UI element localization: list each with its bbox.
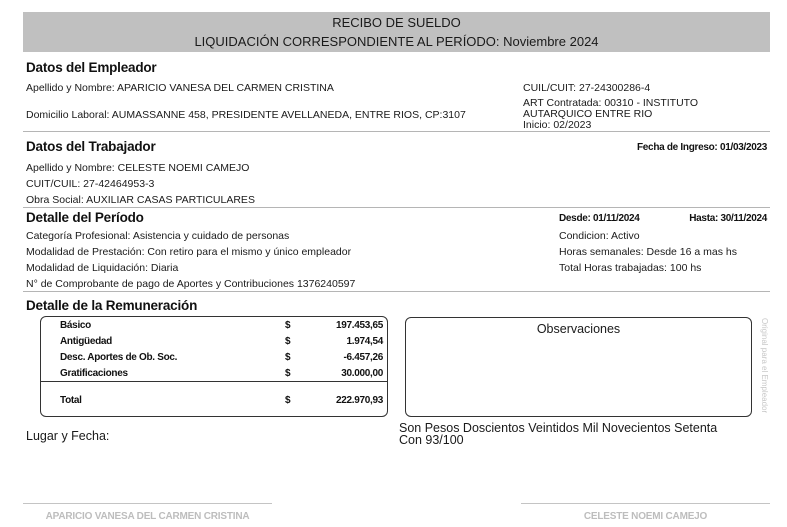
amount-in-words-line1: Son Pesos Doscientos Veintidos Mil Novecientos Setenta	[399, 421, 718, 435]
service-mode: Modalidad de Prestación: Con retiro para el mismo y único empleador	[26, 246, 352, 258]
currency-symbol: $	[285, 320, 291, 331]
remuneration-row	[41, 334, 387, 350]
remuneration-row	[41, 350, 387, 366]
employer-cuil: CUIL/CUIT: 27-24300286-4	[523, 82, 651, 94]
employer-art-line2: AUTARQUICO ENTRE RIO	[523, 108, 653, 120]
concept-amount: 197.453,65	[335, 320, 383, 331]
receipt-title: RECIBO DE SUELDO	[332, 15, 461, 30]
period-section-title: Detalle del Período	[26, 210, 144, 225]
copy-label: Original para el Empleador	[760, 318, 769, 414]
payment-receipt-number: N° de Comprobante de pago de Aportes y Contribuciones 1376240597	[26, 278, 356, 290]
currency-symbol: $	[285, 368, 291, 379]
amount-in-words-line2: Con 93/100	[399, 433, 464, 447]
employer-signature-line	[23, 503, 272, 504]
divider	[23, 291, 770, 292]
period-from: Desde: 01/11/2024	[559, 213, 640, 224]
employer-art	[523, 98, 698, 131]
concept-label: Antigüedad	[60, 336, 112, 347]
concept-amount: 30.000,00	[341, 368, 383, 379]
divider	[23, 207, 770, 208]
concept-label: Básico	[60, 320, 91, 331]
employer-name: Apellido y Nombre: APARICIO VANESA DEL CARMEN CRISTINA	[26, 82, 334, 94]
weekly-hours: Horas semanales: Desde 16 a mas hs	[559, 246, 738, 258]
worker-signature-line	[521, 503, 770, 504]
employer-art-line1: ART Contratada: 00310 - INSTITUTO	[523, 97, 699, 109]
total-amount: 222.970,93	[335, 395, 383, 406]
currency-symbol: $	[285, 395, 291, 406]
currency-symbol: $	[285, 336, 291, 347]
remuneration-row	[41, 318, 387, 334]
remuneration-total-row	[41, 393, 387, 409]
amount-in-words	[399, 422, 717, 446]
divider	[23, 131, 770, 132]
worker-name: Apellido y Nombre: CELESTE NOEMI CAMEJO	[26, 162, 250, 174]
total-label: Total	[60, 395, 82, 406]
remuneration-section-title: Detalle de la Remuneración	[26, 298, 198, 313]
concept-amount: 1.974,54	[346, 336, 383, 347]
worker-signature-name: CELESTE NOEMI CAMEJO	[583, 511, 708, 522]
employer-art-start: Inicio: 02/2023	[523, 119, 592, 131]
professional-category: Categoría Profesional: Asistencia y cuidado de personas	[26, 230, 290, 242]
receipt-header	[23, 12, 770, 52]
worker-cuit: CUIT/CUIL: 27-42464953-3	[26, 178, 155, 190]
remuneration-table	[40, 316, 388, 417]
settlement-mode: Modalidad de Liquidación: Diaria	[26, 262, 179, 274]
worker-start-date: Fecha de Ingreso: 01/03/2023	[636, 142, 767, 153]
observations-title: Observaciones	[536, 322, 621, 336]
total-separator	[41, 381, 387, 382]
worker-health-insurance: Obra Social: AUXILIAR CASAS PARTICULARES	[26, 194, 255, 206]
employer-section-title: Datos del Empleador	[26, 60, 157, 75]
total-hours-worked: Total Horas trabajadas: 100 hs	[559, 262, 702, 274]
worker-section-title: Datos del Trabajador	[26, 139, 156, 154]
concept-label: Gratificaciones	[60, 368, 128, 379]
place-and-date-label: Lugar y Fecha:	[26, 429, 110, 443]
employer-signature-name: APARICIO VANESA DEL CARMEN CRISTINA	[45, 511, 250, 522]
receipt-period: LIQUIDACIÓN CORRESPONDIENTE AL PERÍODO: Noviembre 2024	[194, 34, 599, 49]
concept-label: Desc. Aportes de Ob. Soc.	[60, 352, 178, 363]
worker-condition: Condicion: Activo	[559, 230, 640, 242]
observations-box	[405, 317, 752, 417]
period-to: Hasta: 30/11/2024	[689, 213, 767, 224]
currency-symbol: $	[285, 352, 291, 363]
remuneration-row	[41, 366, 387, 382]
concept-amount: -6.457,26	[343, 352, 383, 363]
employer-address: Domicilio Laboral: AUMASSANNE 458, PRESIDENTE AVELLANEDA, ENTRE RIOS, CP:3107	[26, 109, 466, 121]
